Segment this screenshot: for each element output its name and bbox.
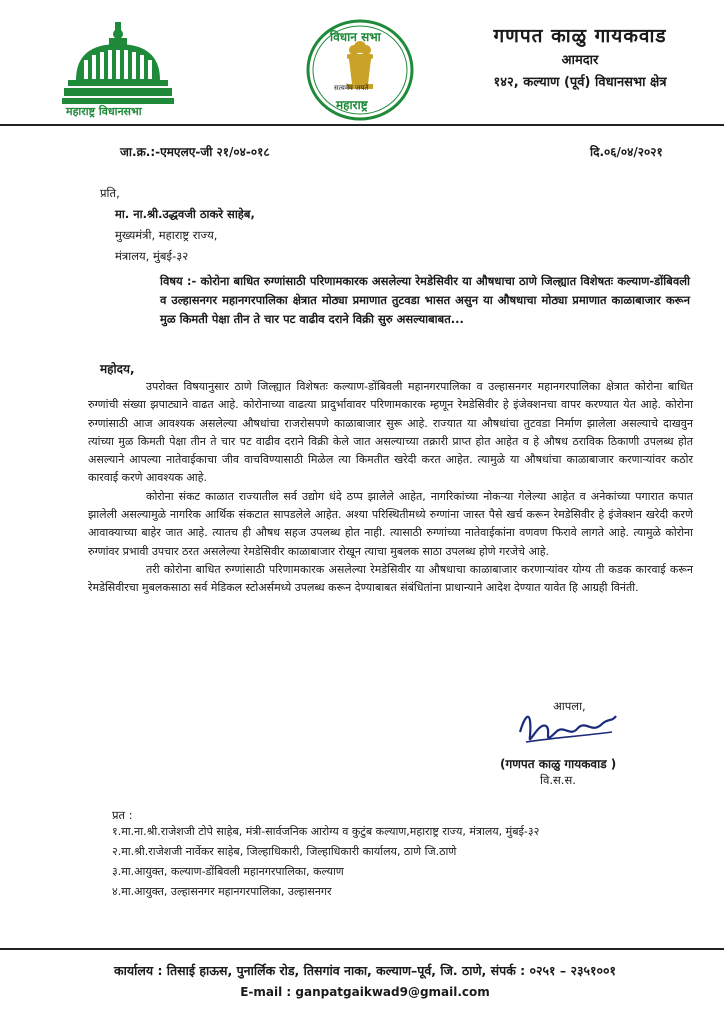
logo-label: महाराष्ट्र विधानसभा bbox=[66, 105, 142, 118]
body-paragraph: कोरोना संकट काळात राज्यातील सर्व उद्योग धंदे ठप्प झालेले आहेत, नागरिकांच्या नोकऱ्या गेलेल्या आहेत व अनेकांच्या पगारात कपात झालेली असल्यामुळे नागरिक आर्थिक संकटात सापडलेले आहेत. अश्या परिस्थितीमध्ये रुग्णांना जास्त पैसे खर्च करून रेमडेसिवीर हे इंजेक्शन खरेदी करणे आवाक्याच्या बाहेर जात आहे. त्यातच ही औषध सहज उपलब्ध होत नाही. त्यासाठी रुग्णांच्या नातेवाईकांना वणवण फिरावे लागते आहे. त्यामुळे कोरोना रुग्णांवर प्रभावी उपचार ठरत असलेल्या रेमडेसिवीर काळाबाजार रोखून त्याचा मुबलक साठा उपलब्ध होणे गरजेचे आहे. bbox=[88, 489, 693, 558]
cc-item: ४.मा.आयुक्त, उल्हासनगर महानगरपालिका, उल्हासनगर bbox=[112, 885, 332, 898]
seal-motto: सत्यमेव जयते bbox=[334, 84, 369, 92]
constituency: १४२, कल्याण (पूर्व) विधानसभा क्षेत्र bbox=[493, 75, 667, 90]
letterhead-title bbox=[445, 22, 715, 90]
footer-divider bbox=[0, 948, 724, 950]
mla-name: गणपत काळु गायकवाड bbox=[493, 25, 667, 47]
cc-heading: प्रत : bbox=[112, 808, 133, 822]
letter-subject: विषय :- कोरोना बाधित रुग्णांसाठी परिणामकारक असलेल्या रेमडेसिवीर या औषधाचा ठाणे जिल्ह्यात विशेषतः कल्याण-डोंबिवली व उल्हासनगर महानगरपालिका क्षेत्रात मोठ्या प्रमाणात तुटवडा भासत असुन या औषधाचा मोठ्या प्रमाणात काळाबाजार करून मुळ किमती पेक्षा तीन ते चार पट वाढीव दराने विक्री सुरु असल्याबाबत... bbox=[160, 274, 690, 326]
recipient-location: मंत्रालय, मुंबई-३२ bbox=[115, 249, 189, 263]
letter-body bbox=[88, 378, 693, 598]
recipient-prefix: प्रति, bbox=[100, 186, 120, 200]
contact-email: E-mail : ganpatgaikwad9@gmail.com bbox=[240, 985, 490, 999]
recipient-designation: मुख्यमंत्री, महाराष्ट्र राज्य, bbox=[115, 228, 218, 242]
letter-date: दि.०६/०४/२०२१ bbox=[590, 145, 663, 159]
vidhan-bhavan-logo-icon bbox=[62, 22, 174, 104]
seal-text-bottom: महाराष्ट्र bbox=[336, 98, 368, 112]
header-divider bbox=[0, 124, 724, 126]
recipient-name: मा. ना.श्री.उद्धवजी ठाकरे साहेब, bbox=[115, 207, 255, 221]
cc-item: २.मा.श्री.राजेशजी नार्वेकर साहेब, जिल्हाधिकारी, जिल्हाधिकारी कार्यालय, ठाणे जि.ठाणे bbox=[112, 845, 457, 858]
salutation: महोदय, bbox=[100, 362, 135, 376]
office-address: कार्यालय : तिसाई हाऊस, पुनार्लिक रोड, तिसगांव नाका, कल्याण–पूर्व, जि. ठाणे, संपर्क : ०२५१ – २३५१००१ bbox=[114, 963, 616, 978]
cc-item: १.मा.ना.श्री.राजेशजी टोपे साहेब, मंत्री-सार्वजनिक आरोग्य व कुटुंब कल्याण,महाराष्ट्र राज्य, मंत्रालय, मुंबई-३२ bbox=[112, 825, 540, 838]
reference-number: जा.क्र.:-एमएलए-जी २१/०४-०१८ bbox=[120, 145, 270, 159]
cc-item: ३.मा.आयुक्त, कल्याण-डोंबिवली महानगरपालिका, कल्याण bbox=[112, 865, 344, 878]
signatory-name: (गणपत काळु गायकवाड ) bbox=[500, 757, 617, 771]
recipient-address bbox=[100, 183, 255, 267]
body-paragraph: तरी कोरोना बाधित रुग्णांसाठी परिणामकारक असलेल्या रेमडेसिवीर या औषधाचा काळाबाजार करणाऱ्यांवर योग्य ती कडक कारवाई करून रेमडेसिवीरचा मुबलकसाठा सर्व मेडिकल स्टोअर्समध्ये उपलब्ध करून देण्याबाबत संबंधितांना प्राधान्याने आदेश देण्यात यावेत हि आग्रही विनंती. bbox=[88, 562, 693, 595]
signatory-designation: वि.स.स. bbox=[540, 773, 576, 787]
mla-title: आमदार bbox=[561, 53, 599, 68]
seal-text-top: विधान सभा bbox=[330, 30, 381, 44]
closing-yours: आपला, bbox=[553, 699, 586, 713]
handwritten-signature-icon bbox=[512, 702, 622, 754]
body-paragraph: उपरोक्त विषयानुसार ठाणे जिल्ह्यात विशेषतः कल्याण-डोंबिवली महानगरपालिका व उल्हासनगर महानगरपालिका क्षेत्रात कोरोना बाधित रुग्णांची संख्या झपाट्याने वाढत आहे. कोरोनाच्या वाढत्या प्रादुर्भावावर परिणामकारक म्हणून रेमडेसिवीर हे इंजेक्शनचा वापर करण्यात येत आहे. कोरोना रुग्णांसाठी आज आवश्यक असलेल्या औषधांचा राजरोसपणे काळाबाजार सुरू आहे. राज्यात या औषधांचा तुटवडा निर्माण झालेला असल्याचे दाखवुन त्यांच्या मुळ किमती पेक्षा तीन ते चार पट वाढीव दराने विक्री केले जात असल्याच्या तक्रारी प्राप्त होत आहेत व हे औषध ठराविक ठिकाणी उपलब्ध होत असल्याने आपल्या नातेवाईकाचा जीव वाचविण्यासाठी मिळेल त्या किमतीत खरेदी करत आहेत. त्यामुळे या औषधांचा काळाबाजार करणाऱ्यांवर कठोर कारवाई करणे आवश्यक आहे. bbox=[88, 380, 693, 485]
cc-list bbox=[112, 822, 539, 902]
